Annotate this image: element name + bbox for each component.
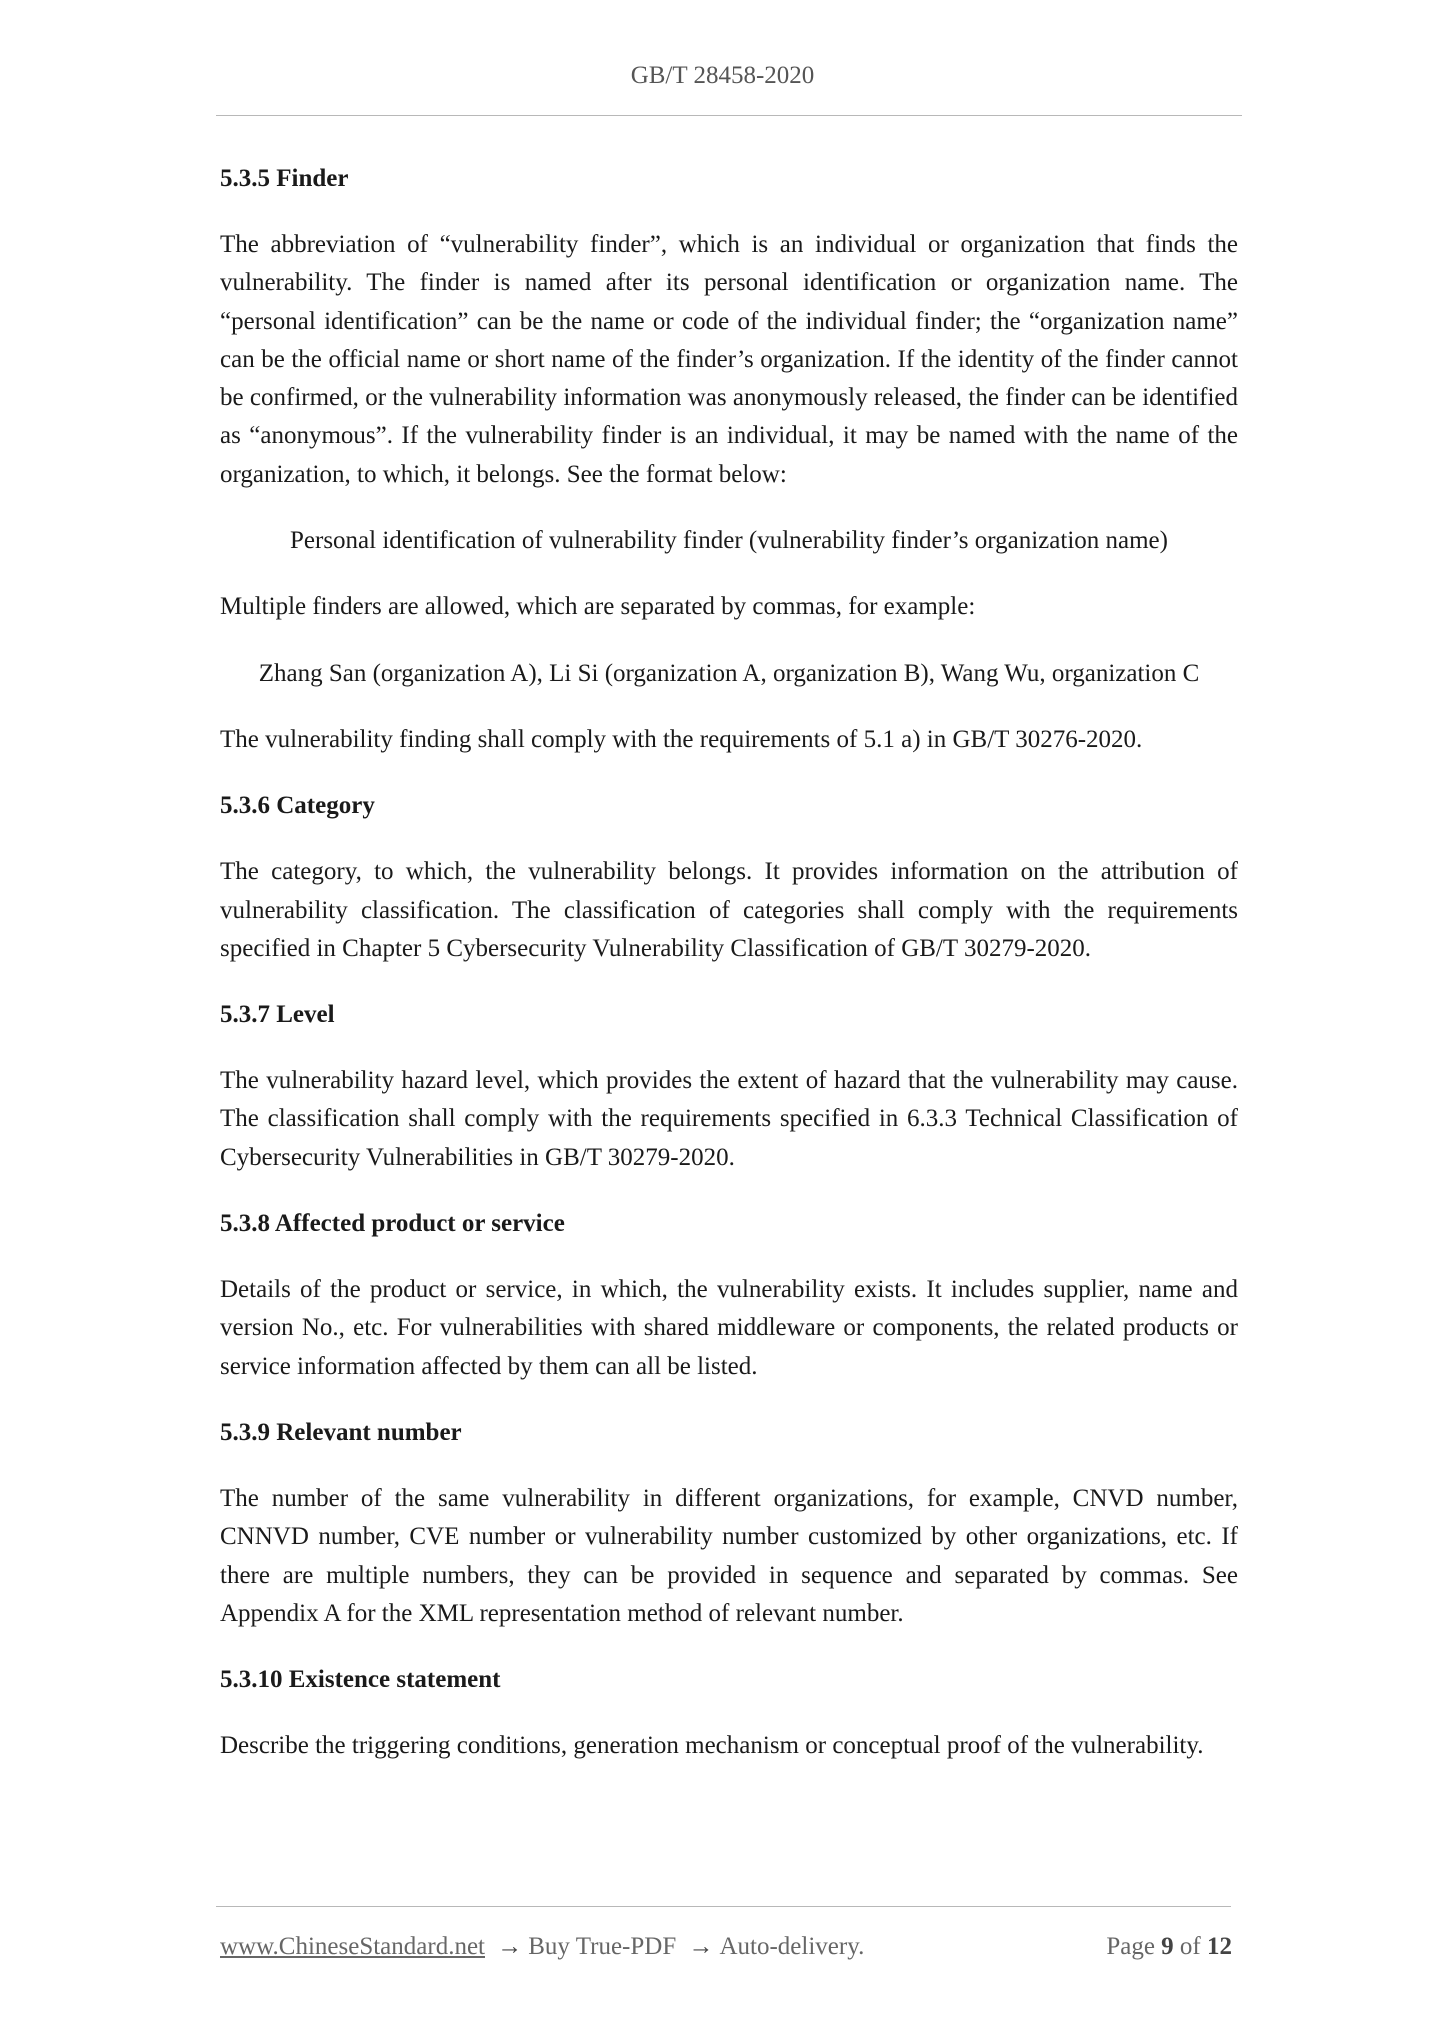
example-line: Zhang San (organization A), Li Si (organization A, organization B), Wang Wu, organization C: [258, 659, 1200, 687]
page-number: 9: [1161, 1933, 1174, 1960]
section-heading-5-3-10: 5.3.10 Existence statement: [220, 1666, 501, 1694]
paragraph: The number of the same vulnerability in different organizations, for example, CNVD number, CNNVD number, CVE number or vulnerability number customized by other organizations, etc. If there are multiple numbers, they can be provided in sequence and separated by commas. See Appendix A for the XML representation method of relevant number.: [220, 1484, 1238, 1627]
section-heading-5-3-7: 5.3.7 Level: [220, 1001, 335, 1029]
paragraph: The vulnerability finding shall comply with the requirements of 5.1 a) in GB/T 30276-2020.: [220, 725, 1143, 753]
paragraph: Multiple finders are allowed, which are separated by commas, for example:: [220, 593, 976, 621]
paragraph: The vulnerability hazard level, which provides the extent of hazard that the vulnerability may cause. The classification shall comply with the requirements specified in 6.3.3 Technical Classification of Cybersecurity Vulnerabilities in GB/T 30279-2020.: [220, 1067, 1238, 1171]
section-heading-5-3-6: 5.3.6 Category: [220, 792, 375, 820]
paragraph: The abbreviation of “vulnerability finder”, which is an individual or organization that finds the vulnerability. The finder is named after its personal identification or organization name. The “personal identification” can be the name or code of the individual finder; the “organization name” can be the official name or short name of the finder’s organization. If the identity of the finder cannot be confirmed, or the vulnerability information was anonymously released, the finder can be identified as “anonymous”. If the vulnerability finder is an individual, it may be named with the name of the organization, to which, it belongs. See the format below:: [220, 231, 1238, 488]
page-counter: [1106, 1930, 1232, 1964]
page-total: 12: [1207, 1933, 1232, 1960]
section-heading-5-3-9: 5.3.9 Relevant number: [220, 1418, 462, 1446]
footer-links: [220, 1930, 864, 1964]
auto-delivery-text: Auto-delivery.: [719, 1933, 865, 1960]
section-heading-5-3-8: 5.3.8 Affected product or service: [220, 1210, 565, 1238]
section-heading-5-3-5: 5.3.5 Finder: [220, 165, 349, 192]
paragraph: Details of the product or service, in which, the vulnerability exists. It includes supplier, name and version No., etc. For vulnerabilities with shared middleware or components, the related products or service information affected by them can all be listed.: [220, 1276, 1238, 1380]
page-label: Page: [1106, 1933, 1155, 1960]
header-divider: [216, 115, 1242, 116]
arrow-right-icon: →: [688, 1933, 714, 1960]
footer-divider: [216, 1906, 1231, 1907]
of-label: of: [1179, 1933, 1201, 1960]
paragraph: The category, to which, the vulnerability belongs. It provides information on the attribution of vulnerability classification. The classification of categories shall comply with the requirements specified in Chapter 5 Cybersecurity Vulnerability Classification of GB/T 30279-2020.: [220, 858, 1238, 962]
website-link[interactable]: www.ChineseStandard.net: [220, 1933, 485, 1960]
arrow-right-icon: →: [497, 1933, 523, 1960]
buy-pdf-text: Buy True-PDF: [528, 1933, 677, 1960]
document-body: [220, 160, 1238, 1793]
format-line: Personal identification of vulnerability finder (vulnerability finder’s organization name): [290, 527, 1168, 555]
paragraph: Describe the triggering conditions, generation mechanism or conceptual proof of the vulnerability.: [220, 1732, 1204, 1760]
document-header: GB/T 28458-2020: [630, 62, 815, 89]
